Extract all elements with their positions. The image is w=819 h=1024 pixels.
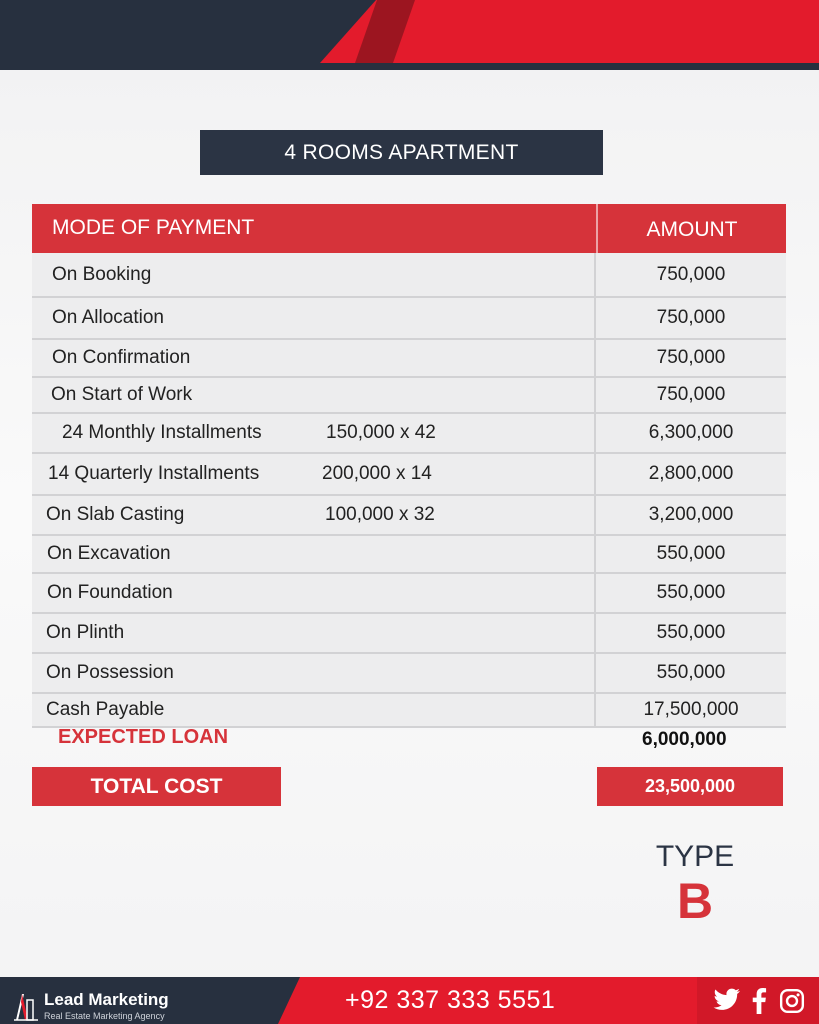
table-row [32, 298, 786, 340]
payment-mode-label: On Plinth [46, 622, 125, 643]
table-row [32, 454, 786, 496]
amount-cell: 750,000 [656, 263, 726, 285]
table-header [32, 204, 786, 253]
table-row [32, 536, 786, 574]
payment-mode-cell [32, 340, 596, 376]
payment-mode-label: On Slab Casting [46, 504, 185, 525]
installment-breakdown: 200,000 x 14 [322, 463, 432, 484]
type-letter: B [676, 873, 714, 929]
payment-mode-cell [32, 454, 596, 494]
table-body [32, 253, 786, 728]
table-row [32, 574, 786, 614]
amount-cell: 550,000 [656, 582, 726, 603]
expected-loan-label: EXPECTED LOAN [58, 726, 229, 748]
payment-mode-cell [32, 253, 596, 296]
payment-mode-label: Cash Payable [46, 699, 165, 720]
table-row [32, 614, 786, 654]
table-row [32, 496, 786, 536]
payment-mode-cell [32, 414, 596, 452]
payment-mode-cell [32, 496, 596, 534]
amount-cell: 750,000 [656, 347, 726, 368]
payment-mode-cell [32, 574, 596, 612]
payment-mode-cell [32, 694, 596, 726]
brand-name: Lead Marketing [44, 990, 169, 1009]
type-label: TYPE [655, 840, 735, 873]
header-mode-of-payment: MODE OF PAYMENT [52, 216, 255, 239]
facebook-icon[interactable] [751, 988, 767, 1014]
total-cost-label: TOTAL COST [32, 767, 281, 806]
payment-mode-cell [32, 614, 596, 652]
payment-mode-label: On Start of Work [51, 384, 193, 405]
table-row [32, 414, 786, 454]
payment-mode-label: On Confirmation [52, 347, 191, 368]
instagram-icon[interactable] [779, 988, 805, 1014]
brand-tagline: Real Estate Marketing Agency [44, 1011, 165, 1021]
payment-mode-cell [32, 378, 596, 412]
table-row [32, 654, 786, 694]
logo-icon [14, 990, 38, 1022]
payment-mode-label: On Foundation [47, 582, 173, 603]
amount-cell: 750,000 [656, 307, 726, 328]
total-cost-value: 23,500,000 [597, 767, 783, 806]
amount-cell: 750,000 [656, 384, 726, 405]
phone-number[interactable]: +92 337 333 5551 [345, 986, 556, 1014]
expected-loan-value: 6,000,000 [642, 729, 727, 750]
amount-cell: 6,300,000 [648, 422, 734, 443]
payment-mode-cell [32, 654, 596, 692]
amount-cell: 550,000 [656, 622, 726, 643]
payment-mode-label: On Booking [52, 263, 152, 285]
installment-breakdown: 100,000 x 32 [325, 504, 435, 525]
payment-mode-label: 14 Quarterly Installments [48, 463, 260, 484]
amount-cell: 550,000 [656, 662, 726, 683]
header-amount: AMOUNT [646, 218, 738, 241]
installment-breakdown: 150,000 x 42 [326, 422, 436, 443]
amount-cell: 3,200,000 [648, 504, 734, 525]
payment-mode-label: 24 Monthly Installments [62, 422, 262, 443]
table-row [32, 253, 786, 298]
payment-mode-label: On Possession [46, 662, 174, 683]
amount-cell: 550,000 [656, 543, 726, 564]
payment-mode-label: On Allocation [52, 307, 164, 328]
payment-table [32, 204, 786, 728]
amount-cell: 2,800,000 [648, 463, 734, 484]
payment-mode-cell [32, 298, 596, 338]
page-title: 4 ROOMS APARTMENT [200, 130, 603, 175]
payment-mode-cell [32, 536, 596, 572]
payment-mode-label: On Excavation [47, 543, 171, 564]
amount-cell: 17,500,000 [643, 699, 739, 720]
twitter-icon[interactable] [713, 988, 741, 1012]
table-row [32, 340, 786, 378]
table-row [32, 378, 786, 414]
table-row [32, 694, 786, 728]
